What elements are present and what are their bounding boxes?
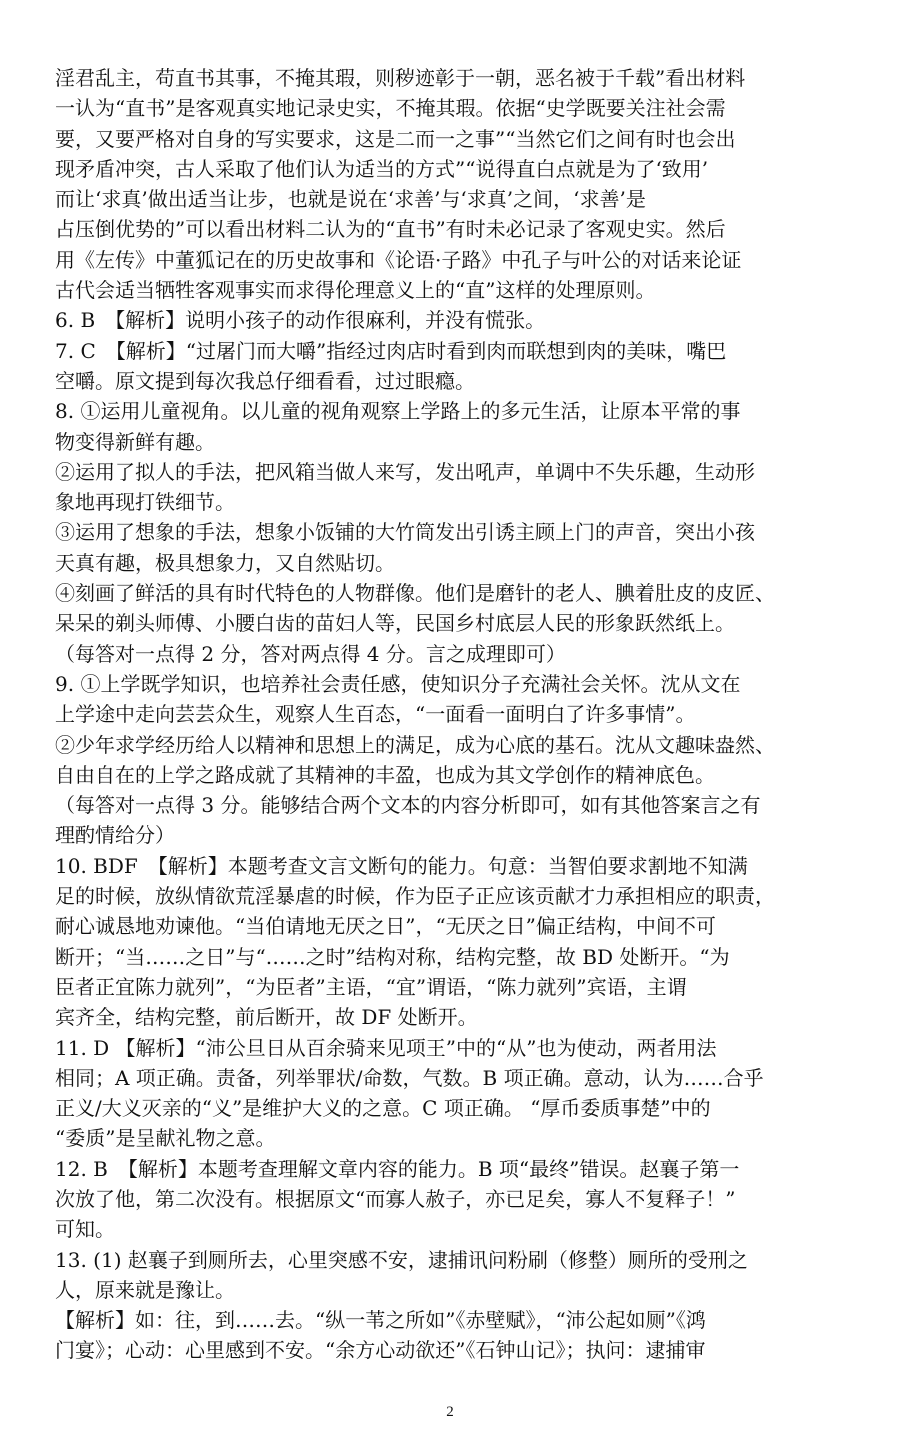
text-line: 淫君乱主，苟直书其事，不掩其瑕，则秽迹彰于一朝，恶名被于千载”看出材料 xyxy=(55,66,746,90)
text-line: 正义/大义灭亲的“义”是维护大义的之意。C 项正确。 “厚币委质事楚”中的 xyxy=(55,1096,711,1121)
text-line: 现矛盾冲突，古人采取了他们认为适当的方式”“说得直白点就是为了‘致用’ xyxy=(55,156,709,181)
document-body xyxy=(55,63,855,1366)
text-line: 理酌情给分） xyxy=(55,823,175,848)
text-line: 要，又要严格对自身的写实要求，这是二而一之事”“当然它们之间有时也会出 xyxy=(55,126,736,151)
text-line: 6. B 【解析】说明小孩子的动作很麻利，并没有慌张。 xyxy=(55,308,546,333)
text-line: 空嚼。原文提到每次我总仔细看看，过过眼瘾。 xyxy=(55,368,475,393)
text-line: 【解析】如：往，到……去。“纵一苇之所如”《赤壁赋》，“沛公起如厕”《鸿 xyxy=(55,1308,706,1333)
text-line: 12. B 【解析】本题考查理解文章内容的能力。B 项“最终”错误。赵襄子第一 xyxy=(55,1156,740,1181)
text-line: ②运用了拟人的手法，把风箱当做人来写，发出吼声，单调中不失乐趣，生动形 xyxy=(55,459,755,484)
text-line: 7. C 【解析】“过屠门而大嚼”指经过肉店时看到肉而联想到肉的美味，嘴巴 xyxy=(55,338,727,363)
text-line: （每答对一点得 2 分，答对两点得 4 分。言之成理即可） xyxy=(55,641,566,666)
text-line: 宾齐全，结构完整，前后断开，故 DF 处断开。 xyxy=(55,1005,478,1030)
text-line: ④刻画了鲜活的具有时代特色的人物群像。他们是磨针的老人、腆着肚皮的皮匠、 xyxy=(55,581,775,606)
text-line: 物变得新鲜有趣。 xyxy=(55,429,215,454)
text-line: 断开；“当……之日”与“……之时”结构对称，结构完整，故 BD 处断开。“为 xyxy=(55,944,730,969)
text-line: 9. ①上学既学知识，也培养社会责任感，使知识分子充满社会关怀。沈从文在 xyxy=(55,671,741,696)
text-line: 一认为“直书”是客观真实地记录史实，不掩其瑕。依据“史学既要关注社会需 xyxy=(55,96,726,121)
text-line: ②少年求学经历给人以精神和思想上的满足，成为心底的基石。沈从文趣味盎然、 xyxy=(55,732,775,757)
text-line: 占压倒优势的”可以看出材料二认为的“直书”有时未必记录了客观史实。然后 xyxy=(55,217,726,242)
text-line: 象地再现打铁细节。 xyxy=(55,490,235,515)
text-line: 相同；A 项正确。责备，列举罪状/命数，气数。B 项正确。意动，认为……合乎 xyxy=(55,1065,764,1090)
text-line: 而让‘求真’做出适当让步，也就是说在‘求善’与‘求真’之间，‘求善’是 xyxy=(55,187,646,212)
text-line: 13. (1) 赵襄子到厕所去，心里突感不安，逮捕讯问粉刷（修整）厕所的受刑之 xyxy=(55,1247,748,1272)
text-line: （每答对一点得 3 分。能够结合两个文本的内容分析即可，如有其他答案言之有 xyxy=(55,793,761,818)
text-line: 10. BDF 【解析】本题考查文言文断句的能力。句意：当智伯要求割地不知满 xyxy=(55,853,748,878)
text-line: 门宴》；心动：心里感到不安。“余方心动欲还”《石钟山记》；执问：逮捕审 xyxy=(55,1338,706,1363)
text-line: 古代会适当牺牲客观事实而求得伦理意义上的“直”这样的处理原则。 xyxy=(55,278,656,303)
text-line: 8. ①运用儿童视角。以儿童的视角观察上学路上的多元生活，让原本平常的事 xyxy=(55,399,741,424)
text-line: 天真有趣，极具想象力，又自然贴切。 xyxy=(55,550,395,575)
text-line: 呆呆的剃头师傅、小腰白齿的苗妇人等，民国乡村底层人民的形象跃然纸上。 xyxy=(55,611,735,636)
text-line: 可知。 xyxy=(55,1217,115,1242)
text-line: 人，原来就是豫让。 xyxy=(55,1277,235,1302)
page-number: 2 xyxy=(446,1404,454,1420)
text-line: 足的时候，放纵情欲荒淫暴虐的时候，作为臣子正应该贡献才力承担相应的职责， xyxy=(55,884,775,909)
text-line: 次放了他，第二次没有。根据原文“而寡人赦子，亦已足矣，寡人不复释子！” xyxy=(55,1186,736,1211)
text-line: “委质”是呈献礼物之意。 xyxy=(55,1126,276,1151)
text-line: 自由自在的上学之路成就了其精神的丰盈，也成为其文学创作的精神底色。 xyxy=(55,762,715,787)
text-line: 上学途中走向芸芸众生，观察人生百态，“一面看一面明白了许多事情”。 xyxy=(55,702,696,727)
text-line: 臣者正宜陈力就列”，“为臣者”主语，“宜”谓语，“陈力就列”宾语，主谓 xyxy=(55,974,687,999)
text-line: ③运用了想象的手法，想象小饭铺的大竹筒发出引诱主顾上门的声音，突出小孩 xyxy=(55,520,755,545)
text-line: 耐心诚恳地劝谏他。“当伯请地无厌之日”，“无厌之日”偏正结构，中间不可 xyxy=(55,914,716,939)
text-line: 11. D 【解析】“沛公旦日从百余骑来见项王”中的“从”也为使动，两者用法 xyxy=(55,1035,717,1060)
text-line: 用《左传》中董狐记在的历史故事和《论语·子路》中孔子与叶公的对话来论证 xyxy=(55,247,742,272)
